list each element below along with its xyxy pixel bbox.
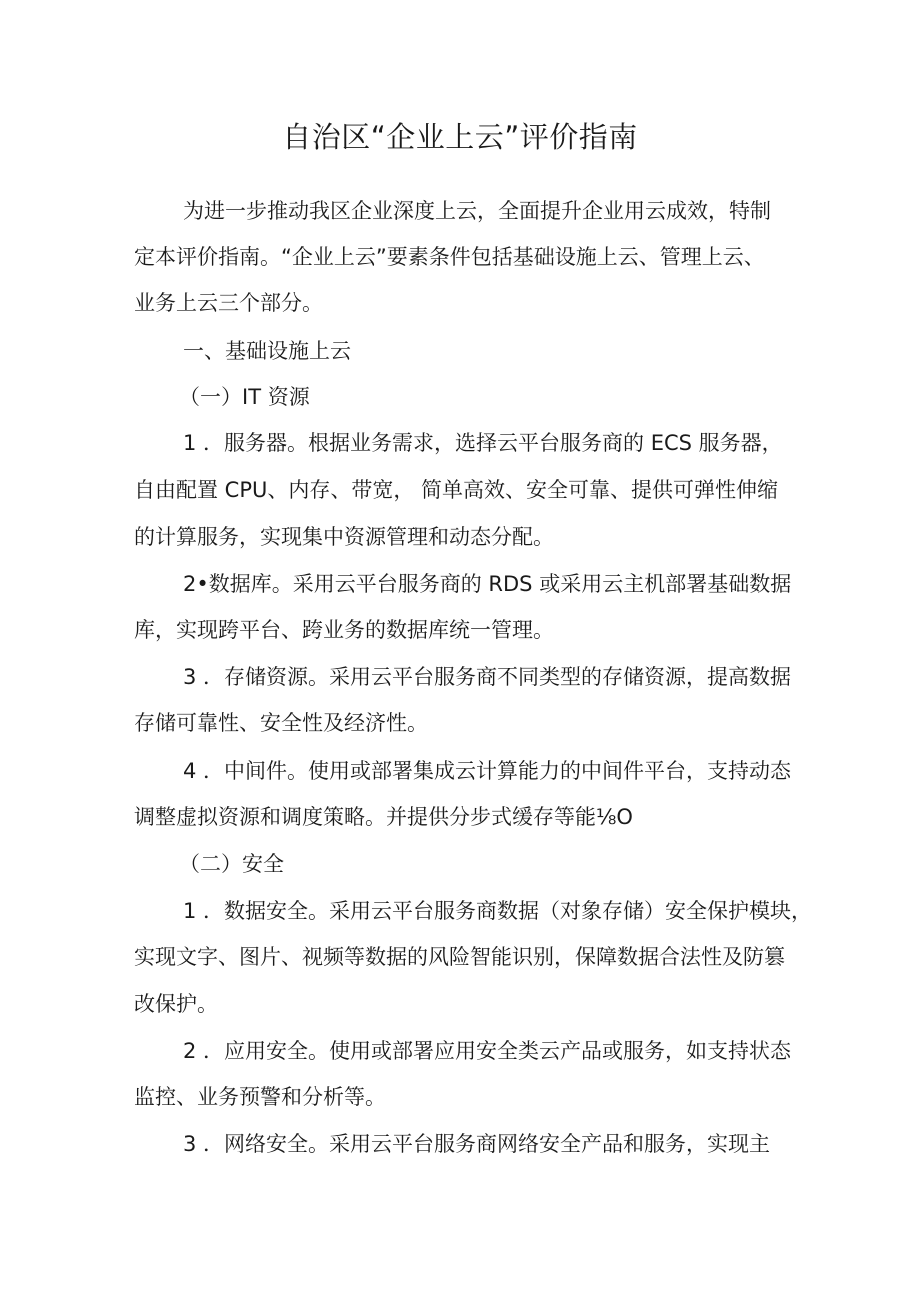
item-servers-line-1: 1 ．服务器。根据业务需求，选择云平台服务商的 ECS 服务器， bbox=[183, 431, 783, 455]
item-servers-line-2: 自由配置 CPU、内存、带宽， 简单高效、安全可靠、提供可弹性伸缩 bbox=[134, 478, 779, 502]
intro-line-2: 定本评价指南。“企业上云”要素条件包括基础设施上云、管理上云、 bbox=[134, 245, 765, 269]
intro-line-3: 业务上云三个部分。 bbox=[134, 291, 323, 315]
item-servers-line-3: 的计算服务，实现集中资源管理和动态分配。 bbox=[134, 525, 554, 549]
item-middleware-line-1: 4 ．中间件。使用或部署集成云计算能力的中间件平台，支持动态 bbox=[183, 759, 792, 783]
item-database-line-2: 库，实现跨平台、跨业务的数据库统一管理。 bbox=[134, 618, 554, 642]
item-middleware-line-2: 调整虚拟资源和调度策略。并提供分步式缓存等能⅛O bbox=[134, 805, 633, 829]
item-app-security-line-2: 监控、业务预警和分析等。 bbox=[134, 1085, 386, 1109]
item-data-security-line-2: 实现文字、图片、视频等数据的风险智能识别，保障数据合法性及防篡 bbox=[134, 945, 785, 969]
item-storage-line-2: 存储可靠性、安全性及经济性。 bbox=[134, 711, 428, 735]
subsection-heading-it-resources: （一）IT 资源 bbox=[179, 385, 310, 409]
item-data-security-line-3: 改保护。 bbox=[134, 992, 218, 1016]
document-title: 自治区“企业上云”评价指南 bbox=[282, 120, 638, 154]
item-storage-line-1: 3 ．存储资源。采用云平台服务商不同类型的存储资源，提高数据 bbox=[183, 665, 792, 689]
item-network-security-line-1: 3 ．网络安全。采用云平台服务商网络安全产品和服务，实现主 bbox=[183, 1132, 771, 1156]
section-heading-infrastructure: 一、基础设施上云 bbox=[183, 339, 351, 363]
subsection-heading-security: （二）安全 bbox=[179, 852, 284, 876]
item-app-security-line-1: 2 ．应用安全。使用或部署应用安全类云产品或服务，如支持状态 bbox=[183, 1039, 792, 1063]
item-database-line-1: 2•数据库。采用云平台服务商的 RDS 或采用云主机部署基础数据 bbox=[183, 572, 792, 596]
intro-line-1: 为进一步推动我区企业深度上云，全面提升企业用云成效，特制 bbox=[183, 199, 771, 223]
item-data-security-line-1: 1 ．数据安全。采用云平台服务商数据（对象存储）安全保护模块， bbox=[183, 899, 813, 923]
